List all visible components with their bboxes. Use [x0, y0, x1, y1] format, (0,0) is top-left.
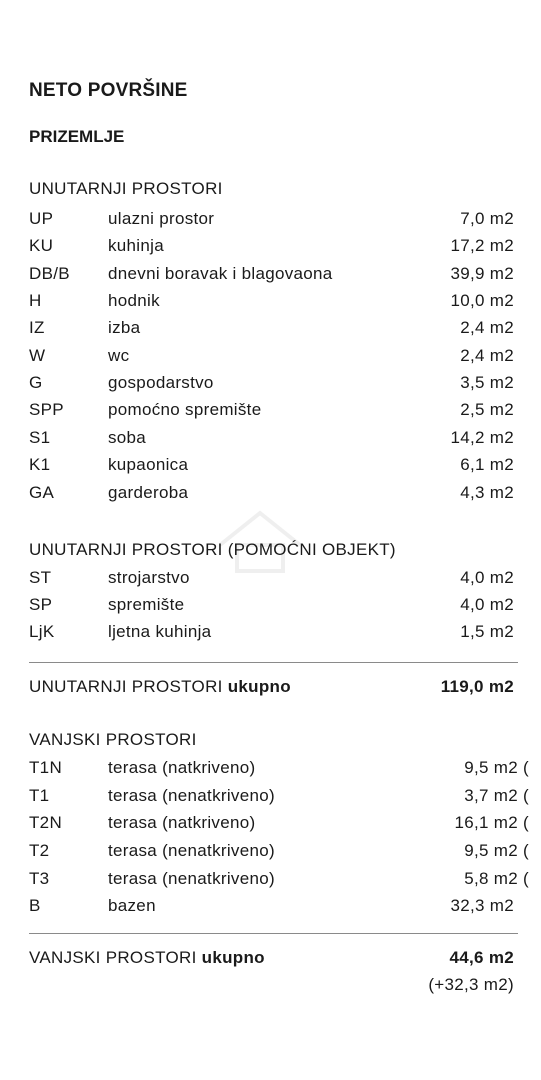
room-code: T3: [29, 869, 50, 888]
table-row: [29, 397, 529, 423]
room-code: SPP: [29, 400, 64, 419]
room-code: S1: [29, 428, 51, 447]
table-row: [29, 810, 529, 836]
table-row: [29, 233, 529, 259]
interior-section-title: UNUTARNJI PROSTORI: [29, 179, 223, 198]
room-code: DB/B: [29, 264, 70, 283]
room-area: 4,0 m2: [460, 568, 514, 587]
room-area: 3,7 m2 (: [464, 786, 529, 805]
room-name: wc: [108, 346, 130, 365]
table-row: [29, 619, 529, 645]
interior-total-label-text: UNUTARNJI PROSTORI: [29, 677, 223, 696]
room-code: K1: [29, 455, 51, 474]
room-name: hodnik: [108, 291, 160, 310]
room-code: G: [29, 373, 43, 392]
room-area: 2,4 m2: [460, 318, 514, 337]
table-row: [29, 592, 529, 618]
room-area: 17,2 m2: [450, 236, 514, 255]
room-area: 2,4 m2: [460, 346, 514, 365]
room-name: garderoba: [108, 483, 189, 502]
exterior-section-title: VANJSKI PROSTORI: [29, 730, 197, 749]
table-row: [29, 315, 529, 341]
room-code: H: [29, 291, 42, 310]
room-name: bazen: [108, 896, 156, 915]
room-area: 3,5 m2: [460, 373, 514, 392]
exterior-total-label: [29, 948, 265, 968]
room-code: B: [29, 896, 41, 915]
room-area: 16,1 m2 (: [454, 813, 529, 832]
room-area: 2,5 m2: [460, 400, 514, 419]
room-name: izba: [108, 318, 141, 337]
table-row: [29, 343, 529, 369]
room-area: 4,0 m2: [460, 595, 514, 614]
room-code: ST: [29, 568, 52, 587]
room-area: 10,0 m2: [450, 291, 514, 310]
table-row: [29, 893, 529, 919]
room-code: IZ: [29, 318, 45, 337]
exterior-total-extra: (+32,3 m2): [428, 975, 514, 994]
exterior-total-value: 44,6 m2: [449, 948, 514, 967]
room-name: ulazni prostor: [108, 209, 215, 228]
table-row: [29, 866, 529, 892]
table-row: [29, 288, 529, 314]
room-area: 9,5 m2 (: [464, 758, 529, 777]
room-area: 5,8 m2 (: [464, 869, 529, 888]
room-name: kupaonica: [108, 455, 189, 474]
room-name: terasa (nenatkriveno): [108, 786, 275, 805]
room-name: ljetna kuhinja: [108, 622, 212, 641]
room-code: GA: [29, 483, 55, 502]
exterior-total-label-bold: ukupno: [201, 948, 265, 967]
table-row: [29, 783, 529, 809]
table-row: [29, 370, 529, 396]
room-area: 14,2 m2: [450, 428, 514, 447]
room-name: terasa (nenatkriveno): [108, 869, 275, 888]
interior-total-value: 119,0 m2: [440, 677, 514, 696]
table-row: [29, 480, 529, 506]
room-area: 9,5 m2 (: [464, 841, 529, 860]
room-name: strojarstvo: [108, 568, 190, 587]
room-name: terasa (nenatkriveno): [108, 841, 275, 860]
room-code: KU: [29, 236, 54, 255]
room-area: 32,3 m2: [450, 896, 514, 915]
room-area: 39,9 m2: [450, 264, 514, 283]
room-name: dnevni boravak i blagovaona: [108, 264, 333, 283]
table-row: [29, 261, 529, 287]
floor-title: PRIZEMLJE: [29, 127, 125, 146]
room-name: soba: [108, 428, 147, 447]
room-code: SP: [29, 595, 53, 614]
room-code: LjK: [29, 622, 55, 641]
room-code: W: [29, 346, 46, 365]
exterior-total-label-text: VANJSKI PROSTORI: [29, 948, 197, 967]
divider: [29, 933, 518, 934]
interior-total-label: [29, 677, 291, 697]
room-name: pomoćno spremište: [108, 400, 262, 419]
room-code: T2: [29, 841, 50, 860]
room-area: 7,0 m2: [460, 209, 514, 228]
auxiliary-section-title: UNUTARNJI PROSTORI (POMOĆNI OBJEKT): [29, 540, 396, 559]
room-name: spremište: [108, 595, 185, 614]
interior-total-label-bold: ukupno: [227, 677, 291, 696]
table-row: [29, 565, 529, 591]
room-area: 6,1 m2: [460, 455, 514, 474]
table-row: [29, 755, 529, 781]
page-title: NETO POVRŠINE: [29, 80, 188, 101]
room-code: UP: [29, 209, 54, 228]
room-area: 4,3 m2: [460, 483, 514, 502]
room-name: kuhinja: [108, 236, 164, 255]
room-code: T2N: [29, 813, 63, 832]
table-row: [29, 206, 529, 232]
room-name: terasa (natkriveno): [108, 813, 256, 832]
room-area: 1,5 m2: [460, 622, 514, 641]
divider: [29, 662, 518, 663]
room-name: terasa (natkriveno): [108, 758, 256, 777]
room-code: T1: [29, 786, 50, 805]
table-row: [29, 838, 529, 864]
table-row: [29, 425, 529, 451]
room-name: gospodarstvo: [108, 373, 214, 392]
room-code: T1N: [29, 758, 63, 777]
table-row: [29, 452, 529, 478]
